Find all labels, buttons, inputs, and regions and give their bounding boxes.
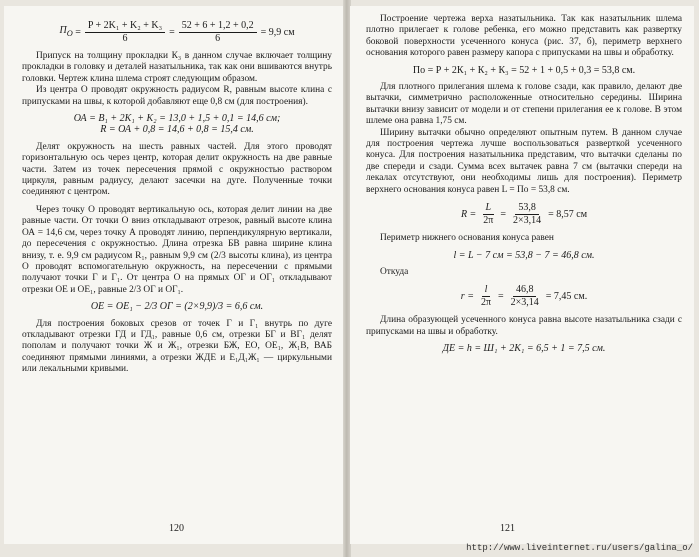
formula-oe: ОЕ = ОЕ₁ − 2/3 ОГ = (2×9,9)/3 = 6,6 см. [90,301,264,313]
paragraph: Для построения боковых срезов от точек Г и Г₁ внутрь по дуге откладывают отрезки ГД и ГД₁, равные 0,6 см, отрезки БГ и ВГ₁ делят пополам и получают точки Ж и Ж₁, отрезки БЖ, ЕО, ОЕ₁, Ж₁В, ВАБ соединяют прямыми линиями, а отрезки ЖДЕ и Е₁Д₁Ж₁ — циркульными или лекальными кривыми. [22,318,332,375]
paragraph: Делят окружность на шесть равных частей. Для этого проводят горизонтальную ось через центр, которая делит окружность на две равные части. Затем из точек пересечения прямой с окружностью раствором циркуля, равным радиусу, делают засечки на дуге. Полученные точки соединяют с центром. [22,141,332,198]
paragraph: Ширину вытачки обычно определяют опытным путем. В данном случае для построения чертежа лучше воспользоваться разверткой усеченного конуса. Для построения назатыльника представим, что вытачки сделаны по две спереди и сзади. Сумма всех вытачек равна 7 см (вытачки спереди на лекалах отсутствуют, они необходимы лишь для построения). Периметр верхнего основания конуса равен L = По = 53,8 см. [366,127,682,195]
paragraph: Длина образующей усеченного конуса равна высоте назатыльника сзади с припусками на швы и обработку. [366,315,682,337]
source-url: http://www.liveinternet.ru/users/galina_o/ [466,543,693,553]
formula-perimeter-left: $П_О$ = $\frac{\text{P + 2K₁ + K₂ + K₃}}{6}$ = $\frac{52 + 6 + 1,2 + 0,2}{6}$ = 9,9 см [59,20,295,44]
page-number: 121 [500,522,515,534]
paragraph: Периметр нижнего основания конуса равен [380,233,554,244]
formula-radius: ОА = В₁ + 2К₁ + К₂ = 13,0 + 1,5 + 0,1 = 14,6 см; R = ОА + 0,8 = 14,6 + 0,8 = 15,4 см. [73,113,281,136]
formula-small-r: r = $\frac{l}{2\pi}$ = $\frac{46,8}{2\times 3,14}$ = 7,45 см. [460,284,588,309]
paragraph: Откуда [380,266,409,277]
page-number: 120 [169,522,184,534]
paragraph: Построение чертежа верха назатыльника. Так как назатыльник шлема плотно прилегает к голове ребенка, его можно представить как развертку боковой поверхности усеченного конуса (рис. 37, б), периметр верхнего основания которого равен размеру капора с припусками на швы и обработку. [366,14,682,59]
left-page [4,6,344,544]
paragraph: Через точку О проводят вертикальную ось, которая делит линии на две равные части. От точки О вниз откладывают отрезок, равный высоте клина ОА = 14,6 см, через точку А проводят линию, перпендикулярную вертикали, до пересечения с окружностью. Длина отрезка БВ равна ширине клина внизу, т. е. 9,9 см радиусом R₁, равным 9,9 см (2/3 высоты клина), из центра О проводят вспомогательную окружность, на пересечении с прямыми получают точки Г и Г₁. От центра О на прямых ОГ и ОГ₁ откладывают отрезки ОЕ и ОЕ₁, равные 2/3 ОГ и ОГ₁. [22,204,332,295]
formula-po: По = Р + 2К₁ + К₂ + К₃ = 52 + 1 + 0,5 + 0,3 = 53,8 см. [412,64,636,76]
formula-de: ДЕ = h = Ш₁ + 2К₁ = 6,5 + 1 = 7,5 см. [442,343,606,355]
formula-small-l: l = L − 7 см = 53,8 − 7 = 46,8 см. [453,249,595,261]
paragraph: Из центра О проводят окружность радиусом R, равным высоте клина с припусками на швы, к которой добавляют еще 0,8 см (для построения). [22,85,332,107]
paragraph: Для плотного прилегания шлема к голове сзади, как правило, делают две вытачки, симметрично расположенные относительно середины. Ширина вытачки внизу зависит от модели и от степени прилегания ее к голове. В этом шлеме она равна 1,75 см. [366,82,682,127]
right-page [350,6,694,544]
paragraph: Припуск на толщину прокладки К₃ в данном случае включает толщину прокладки в головку и деталей назатыльника, так как они вшиваются внутрь головки. Чертеж клина шлема строят следующим образом. [22,51,332,84]
formula-big-r: R = $\frac{L}{2\pi}$ = $\frac{53,8}{2\times 3,14}$ = 8,57 см [460,202,588,227]
